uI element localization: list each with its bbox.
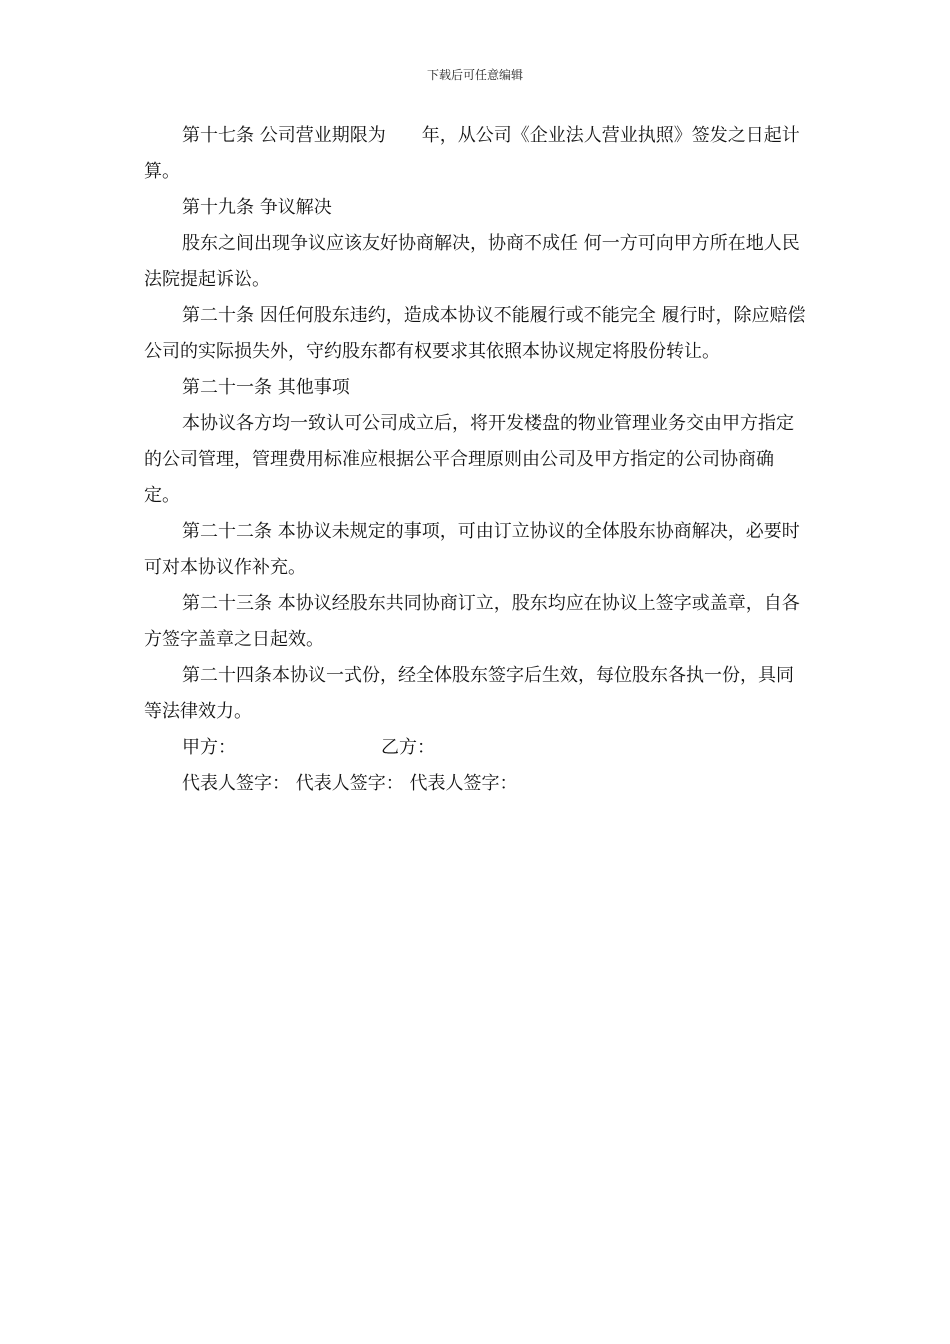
heading-article-21: 第二十一条 其他事项 (182, 377, 350, 398)
representative-signature-1: 代表人签字： (182, 773, 290, 794)
representative-line (144, 766, 808, 802)
representative-signature-2: 代表人签字： (295, 773, 404, 794)
page-header: 下载后可任意编辑 (426, 68, 523, 82)
party-b-label: 乙方： (381, 737, 435, 758)
party-line (144, 730, 808, 766)
representative-signature-3: 代表人签字： (409, 773, 518, 794)
paragraph-article-17: 第十七条 公司营业期限为 年，从公司《企业法人营业执照》签发之日起计算。 (144, 125, 800, 182)
paragraph-article-20: 第二十条 因任何股东违约，造成本协议不能履行或不能完全 履行时，除应赔偿公司的实际损失外，守约股东都有权要求其依照本协议规定将股份转让。 (144, 305, 806, 362)
document-body (144, 118, 808, 802)
paragraph-article-23: 第二十三条 本协议经股东共同协商订立，股东均应在协议上签字或盖章，自各方签字盖章之日起效。 (144, 593, 800, 650)
paragraph-other-matters: 本协议各方均一致认可公司成立后，将开发楼盘的物业管理业务交由甲方指定的公司管理，管理费用标准应根据公平合理原则由公司及甲方指定的公司协商确定。 (144, 413, 794, 506)
paragraph-article-24: 第二十四条本协议一式份，经全体股东签字后生效，每位股东各执一份，具同等法律效力。 (144, 665, 794, 722)
paragraph-dispute-resolution: 股东之间出现争议应该友好协商解决，协商不成任 何一方可向甲方所在地人民法院提起诉讼。 (144, 233, 800, 290)
party-a-label: 甲方： (182, 737, 236, 758)
paragraph-article-22: 第二十二条 本协议未规定的事项，可由订立协议的全体股东协商解决，必要时可对本协议作补充。 (144, 521, 800, 578)
heading-article-19: 第十九条 争议解决 (182, 197, 332, 218)
